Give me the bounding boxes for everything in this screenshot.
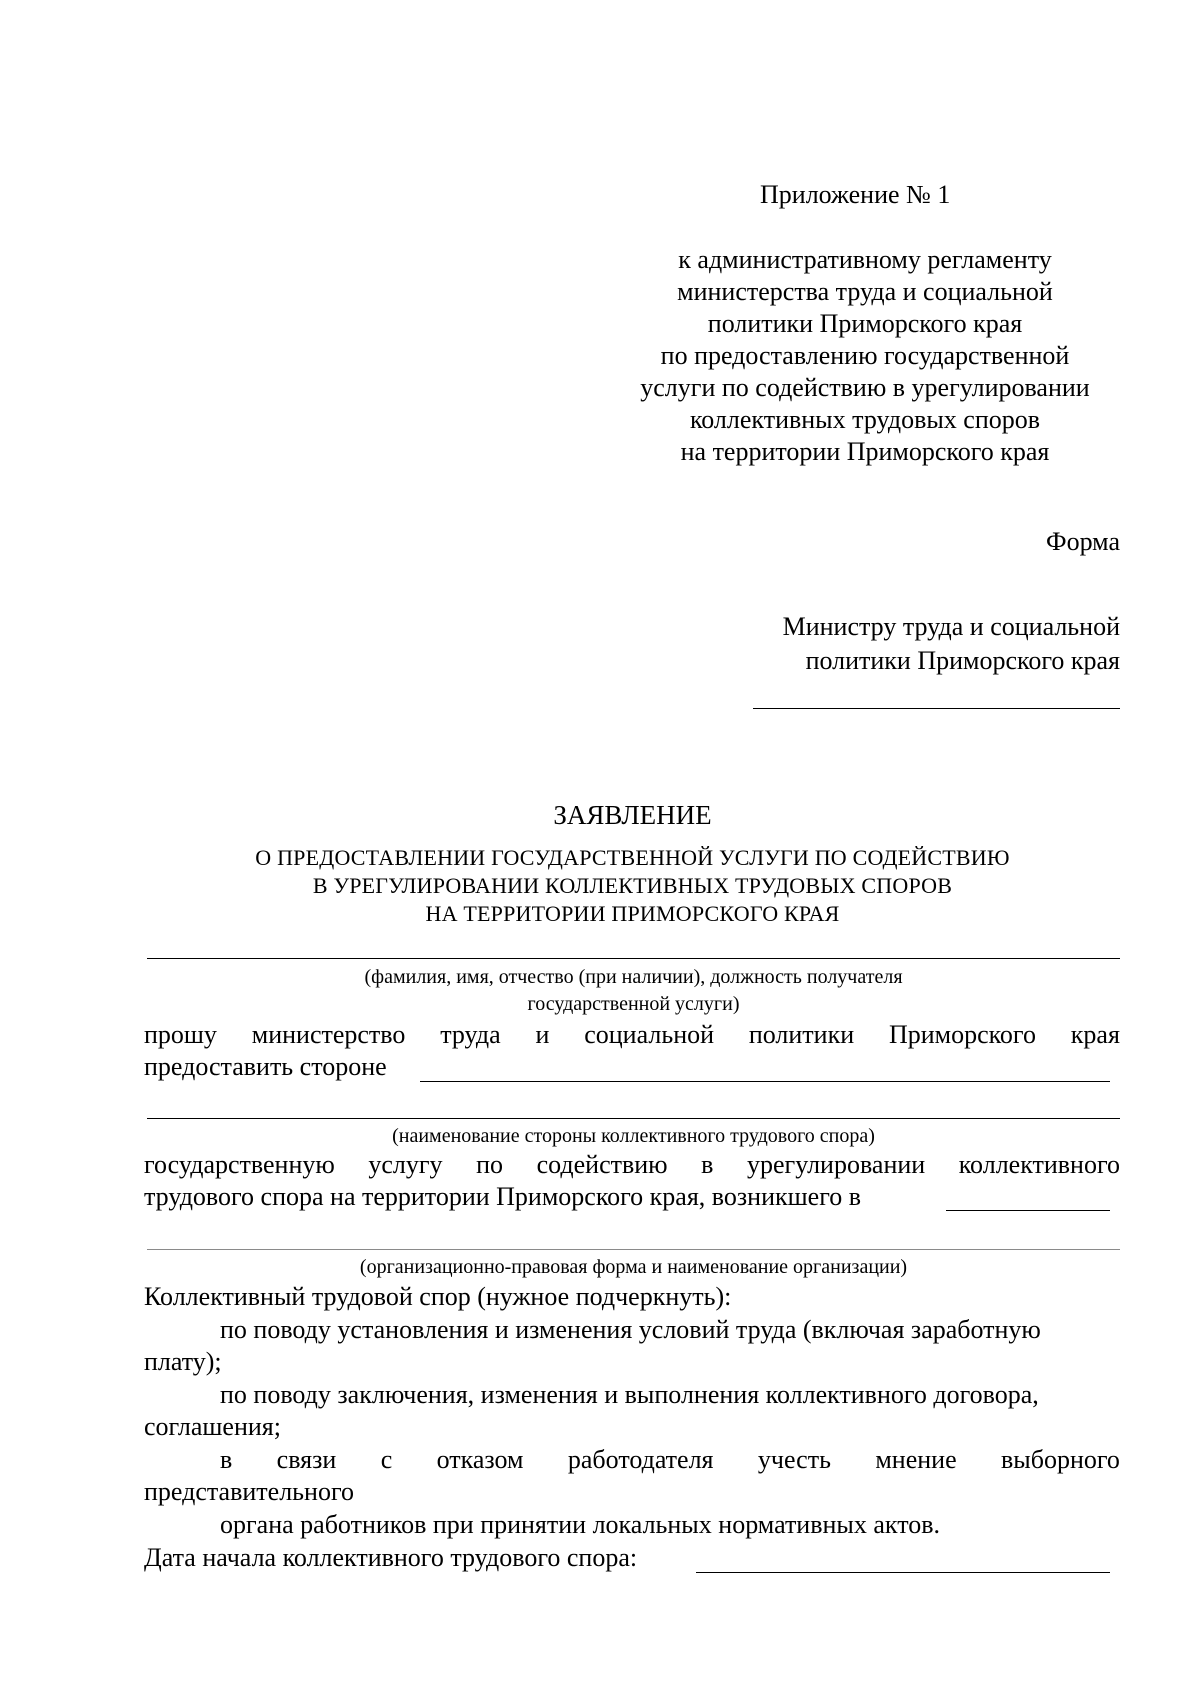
- dispute-option-collective-agreement[interactable]: по поводу заключения, изменения и выполнения коллективного договора,: [220, 1380, 1039, 1409]
- appendix-line: на территории Приморского края: [680, 437, 1050, 466]
- dispute-intro: Коллективный трудовой спор (нужное подчеркнуть):: [144, 1282, 732, 1311]
- service-sentence: [144, 1150, 1120, 1180]
- appendix-line: услуги по содействию в урегулировании: [640, 373, 1090, 402]
- refusal-word: в: [220, 1445, 233, 1474]
- service-word: коллективного: [958, 1150, 1120, 1179]
- document-subtitle: О ПРЕДОСТАВЛЕНИИ ГОСУДАРСТВЕННОЙ УСЛУГИ ПО СОДЕЙСТВИЮ: [255, 845, 1010, 870]
- refusal-word: выборного: [1001, 1445, 1120, 1474]
- service-word: урегулировании: [747, 1150, 926, 1179]
- start-date-field[interactable]: [696, 1572, 1110, 1573]
- request-word: труда: [440, 1020, 501, 1049]
- appendix-line: по предоставлению государственной: [660, 341, 1070, 370]
- request-word: Приморского: [888, 1020, 1036, 1049]
- service-word: в: [701, 1150, 714, 1179]
- request-word: прошу: [144, 1020, 217, 1049]
- applicant-hint: государственной услуги): [527, 993, 740, 1015]
- dispute-option-employer-refusal-cont[interactable]: органа работников при принятии локальных нормативных актов.: [220, 1510, 941, 1539]
- service-word: содействию: [536, 1150, 668, 1179]
- form-label: Форма: [1046, 527, 1120, 556]
- provide-to-label: предоставить стороне: [144, 1052, 387, 1081]
- service-word: государственную: [144, 1150, 335, 1179]
- refusal-word: связи: [276, 1445, 337, 1474]
- document-title: ЗАЯВЛЕНИЕ: [553, 800, 712, 830]
- request-word: политики: [748, 1020, 855, 1049]
- dispute-option-working-conditions[interactable]: по поводу установления и изменения условий труда (включая заработную: [220, 1315, 1041, 1344]
- appendix-number: Приложение № 1: [760, 180, 951, 209]
- refusal-word: учесть: [757, 1445, 831, 1474]
- refusal-word: мнение: [875, 1445, 957, 1474]
- organization-hint: (организационно-правовая форма и наименование организации): [359, 1256, 908, 1278]
- appendix-line: политики Приморского края: [707, 309, 1023, 338]
- refusal-word: отказом: [436, 1445, 524, 1474]
- appendix-line: к административному регламенту: [678, 245, 1052, 274]
- service-word: услугу: [368, 1150, 443, 1179]
- addressee-line2: политики Приморского края: [805, 646, 1120, 675]
- dispute-option-employer-refusal[interactable]: [220, 1445, 1120, 1475]
- request-word: министерство: [251, 1020, 406, 1049]
- document-subtitle: НА ТЕРРИТОРИИ ПРИМОРСКОГО КРАЯ: [425, 901, 840, 926]
- dispute-option-employer-refusal-cont[interactable]: представительного: [144, 1477, 354, 1506]
- request-word: края: [1070, 1020, 1120, 1049]
- party-field-inline[interactable]: [420, 1081, 1110, 1082]
- arisen-in-label: трудового спора на территории Приморского края, возникшего в: [144, 1182, 861, 1211]
- applicant-name-field[interactable]: [147, 958, 1120, 959]
- request-word: социальной: [584, 1020, 715, 1049]
- refusal-word: с: [380, 1445, 393, 1474]
- addressee-name-field[interactable]: [753, 708, 1120, 709]
- refusal-word: работодателя: [567, 1445, 714, 1474]
- request-word: и: [535, 1020, 550, 1049]
- start-date-label: Дата начала коллективного трудового спора:: [144, 1543, 638, 1572]
- addressee-line1: Министру труда и социальной: [782, 612, 1120, 641]
- organization-name-field[interactable]: [147, 1249, 1120, 1250]
- appendix-line: коллективных трудовых споров: [689, 405, 1041, 434]
- appendix-line: министерства труда и социальной: [677, 277, 1053, 306]
- applicant-hint: (фамилия, имя, отчество (при наличии), должность получателя: [364, 966, 903, 988]
- party-name-field[interactable]: [147, 1118, 1120, 1119]
- dispute-option-collective-agreement-cont[interactable]: соглашения;: [144, 1412, 281, 1441]
- dispute-option-working-conditions-cont[interactable]: плату);: [144, 1347, 222, 1376]
- request-sentence: [144, 1020, 1120, 1050]
- service-word: по: [476, 1150, 504, 1179]
- party-hint: (наименование стороны коллективного трудового спора): [392, 1125, 875, 1147]
- organization-field-inline[interactable]: [946, 1210, 1110, 1211]
- document-subtitle: В УРЕГУЛИРОВАНИИ КОЛЛЕКТИВНЫХ ТРУДОВЫХ СПОРОВ: [312, 873, 953, 898]
